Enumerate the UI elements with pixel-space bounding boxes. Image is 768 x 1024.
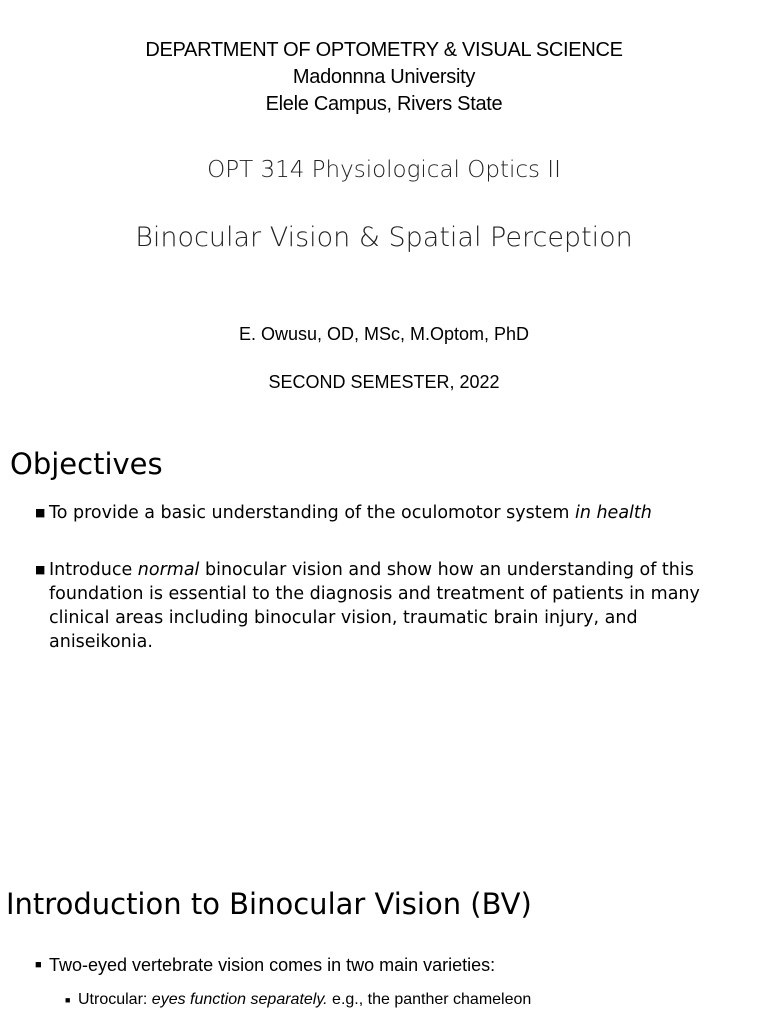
objectives-heading: Objectives <box>10 447 163 481</box>
semester-label: SECOND SEMESTER, 2022 <box>268 372 500 392</box>
introduction-subitem-1: ■ Utrocular: eyes function separately. e.g., the panther chameleon <box>65 991 532 1008</box>
bullet-square-icon: ■ <box>65 995 71 1005</box>
bullet-square-icon: ■ <box>35 959 42 971</box>
department-name: DEPARTMENT OF OPTOMETRY & VISUAL SCIENCE <box>145 39 623 61</box>
university-name: Madonnna University <box>292 66 476 88</box>
objective-item-1: ■ To provide a basic understanding of the oculomotor system in health <box>35 503 652 523</box>
campus-name: Elele Campus, Rivers State <box>265 93 503 115</box>
lecture-title: Binocular Vision & Spatial Perception <box>135 222 633 253</box>
introduction-item-1: ■ Two-eyed vertebrate vision comes in two main varieties: <box>35 955 496 975</box>
course-title: OPT 314 Physiological Optics II <box>207 157 561 183</box>
introduction-heading: Introduction to Binocular Vision (BV) <box>6 887 532 921</box>
bullet-square-icon: ■ <box>35 506 46 519</box>
author-name: E. Owusu, OD, MSc, M.Optom, PhD <box>238 324 530 344</box>
bullet-square-icon: ■ <box>35 563 46 576</box>
objective-item-2: ■ Introduce normal binocular vision and show how an understanding of this foundation is essential to the diagnosis and treatment of patients in many clinical areas including binocular vision, traumatic brain injury, and aniseikonia. <box>35 560 700 652</box>
